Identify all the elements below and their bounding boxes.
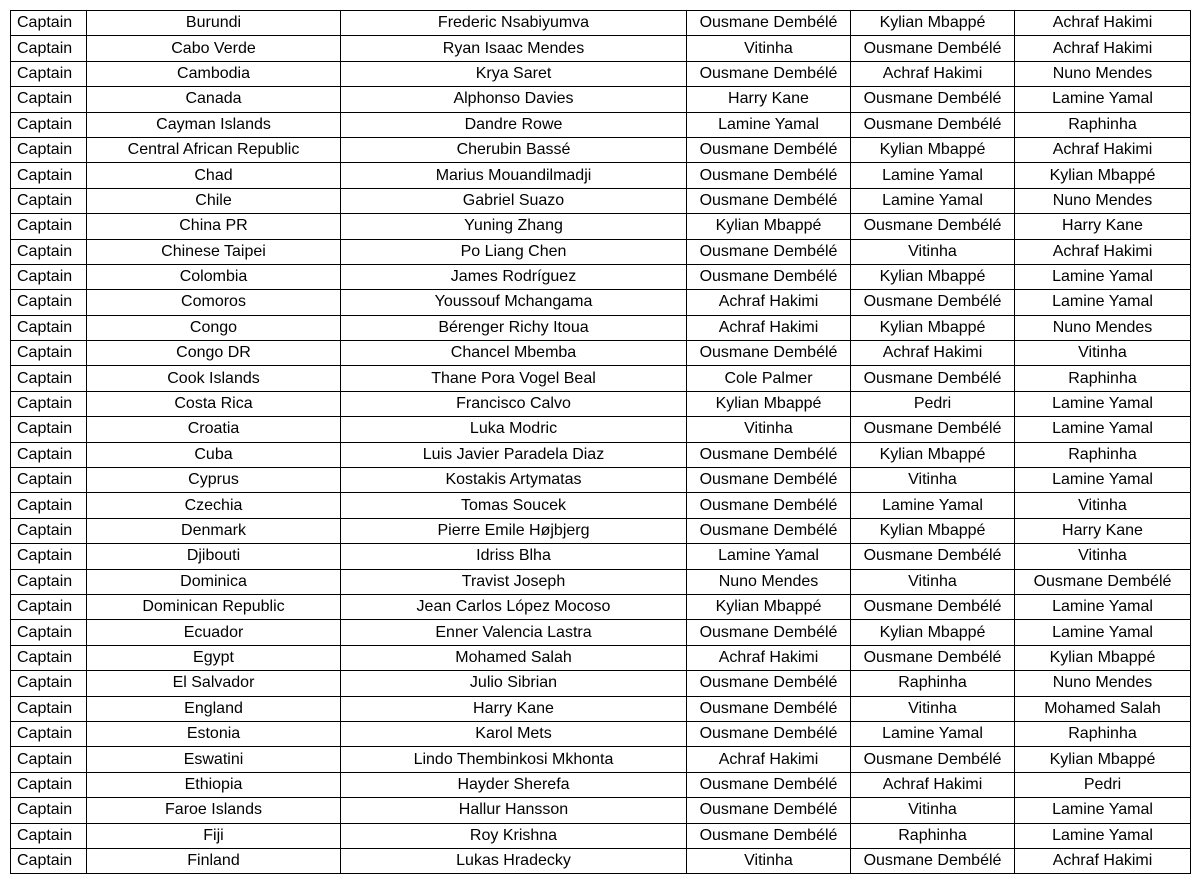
captain-cell: Gabriel Suazo xyxy=(341,188,687,213)
first-choice-cell: Ousmane Dembélé xyxy=(687,671,851,696)
table-row xyxy=(11,696,1191,721)
role-cell: Captain xyxy=(11,468,87,493)
table-row xyxy=(11,417,1191,442)
country-cell: Denmark xyxy=(87,518,341,543)
table-row xyxy=(11,798,1191,823)
role-cell: Captain xyxy=(11,61,87,86)
third-choice-cell: Lamine Yamal xyxy=(1015,87,1191,112)
first-choice-cell: Cole Palmer xyxy=(687,366,851,391)
role-cell: Captain xyxy=(11,36,87,61)
role-cell: Captain xyxy=(11,493,87,518)
third-choice-cell: Raphinha xyxy=(1015,442,1191,467)
first-choice-cell: Achraf Hakimi xyxy=(687,645,851,670)
third-choice-cell: Lamine Yamal xyxy=(1015,594,1191,619)
role-cell: Captain xyxy=(11,214,87,239)
captain-cell: Roy Krishna xyxy=(341,823,687,848)
first-choice-cell: Ousmane Dembélé xyxy=(687,468,851,493)
role-cell: Captain xyxy=(11,569,87,594)
country-cell: Egypt xyxy=(87,645,341,670)
role-cell: Captain xyxy=(11,747,87,772)
third-choice-cell: Achraf Hakimi xyxy=(1015,137,1191,162)
captain-cell: Luis Javier Paradela Diaz xyxy=(341,442,687,467)
country-cell: El Salvador xyxy=(87,671,341,696)
third-choice-cell: Raphinha xyxy=(1015,112,1191,137)
first-choice-cell: Ousmane Dembélé xyxy=(687,493,851,518)
second-choice-cell: Ousmane Dembélé xyxy=(851,290,1015,315)
third-choice-cell: Lamine Yamal xyxy=(1015,264,1191,289)
role-cell: Captain xyxy=(11,163,87,188)
first-choice-cell: Ousmane Dembélé xyxy=(687,264,851,289)
third-choice-cell: Ousmane Dembélé xyxy=(1015,569,1191,594)
captain-cell: Francisco Calvo xyxy=(341,391,687,416)
third-choice-cell: Lamine Yamal xyxy=(1015,468,1191,493)
table-row xyxy=(11,544,1191,569)
second-choice-cell: Pedri xyxy=(851,391,1015,416)
country-cell: Estonia xyxy=(87,721,341,746)
second-choice-cell: Kylian Mbappé xyxy=(851,442,1015,467)
role-cell: Captain xyxy=(11,11,87,36)
table-row xyxy=(11,163,1191,188)
first-choice-cell: Ousmane Dembélé xyxy=(687,163,851,188)
second-choice-cell: Raphinha xyxy=(851,671,1015,696)
third-choice-cell: Lamine Yamal xyxy=(1015,620,1191,645)
captain-cell: Yuning Zhang xyxy=(341,214,687,239)
second-choice-cell: Vitinha xyxy=(851,468,1015,493)
table-row xyxy=(11,594,1191,619)
table-row xyxy=(11,391,1191,416)
country-cell: Faroe Islands xyxy=(87,798,341,823)
country-cell: Finland xyxy=(87,848,341,873)
table-row xyxy=(11,468,1191,493)
country-cell: Dominica xyxy=(87,569,341,594)
second-choice-cell: Ousmane Dembélé xyxy=(851,848,1015,873)
captain-cell: Marius Mouandilmadji xyxy=(341,163,687,188)
second-choice-cell: Achraf Hakimi xyxy=(851,61,1015,86)
country-cell: Chad xyxy=(87,163,341,188)
captain-cell: Thane Pora Vogel Beal xyxy=(341,366,687,391)
table-row xyxy=(11,721,1191,746)
country-cell: Cyprus xyxy=(87,468,341,493)
table-row xyxy=(11,518,1191,543)
country-cell: Dominican Republic xyxy=(87,594,341,619)
third-choice-cell: Raphinha xyxy=(1015,721,1191,746)
table-row xyxy=(11,442,1191,467)
second-choice-cell: Ousmane Dembélé xyxy=(851,214,1015,239)
country-cell: Costa Rica xyxy=(87,391,341,416)
captain-cell: Bérenger Richy Itoua xyxy=(341,315,687,340)
table-row xyxy=(11,772,1191,797)
first-choice-cell: Ousmane Dembélé xyxy=(687,620,851,645)
table-row xyxy=(11,11,1191,36)
country-cell: Cook Islands xyxy=(87,366,341,391)
first-choice-cell: Vitinha xyxy=(687,848,851,873)
third-choice-cell: Lamine Yamal xyxy=(1015,798,1191,823)
third-choice-cell: Kylian Mbappé xyxy=(1015,645,1191,670)
table-row xyxy=(11,315,1191,340)
captain-cell: Mohamed Salah xyxy=(341,645,687,670)
captain-cell: Youssouf Mchangama xyxy=(341,290,687,315)
third-choice-cell: Nuno Mendes xyxy=(1015,315,1191,340)
table-row xyxy=(11,620,1191,645)
country-cell: Croatia xyxy=(87,417,341,442)
first-choice-cell: Achraf Hakimi xyxy=(687,290,851,315)
country-cell: Cayman Islands xyxy=(87,112,341,137)
third-choice-cell: Raphinha xyxy=(1015,366,1191,391)
second-choice-cell: Vitinha xyxy=(851,696,1015,721)
second-choice-cell: Lamine Yamal xyxy=(851,163,1015,188)
table-row xyxy=(11,569,1191,594)
country-cell: Canada xyxy=(87,87,341,112)
table-row xyxy=(11,645,1191,670)
third-choice-cell: Vitinha xyxy=(1015,544,1191,569)
country-cell: England xyxy=(87,696,341,721)
table-row xyxy=(11,671,1191,696)
country-cell: Comoros xyxy=(87,290,341,315)
table-row xyxy=(11,823,1191,848)
first-choice-cell: Ousmane Dembélé xyxy=(687,696,851,721)
captain-cell: Ryan Isaac Mendes xyxy=(341,36,687,61)
table-row xyxy=(11,137,1191,162)
table-row xyxy=(11,188,1191,213)
first-choice-cell: Kylian Mbappé xyxy=(687,594,851,619)
table-row xyxy=(11,61,1191,86)
captain-cell: Enner Valencia Lastra xyxy=(341,620,687,645)
second-choice-cell: Achraf Hakimi xyxy=(851,341,1015,366)
captain-cell: Hayder Sherefa xyxy=(341,772,687,797)
role-cell: Captain xyxy=(11,87,87,112)
captain-cell: Lindo Thembinkosi Mkhonta xyxy=(341,747,687,772)
first-choice-cell: Ousmane Dembélé xyxy=(687,341,851,366)
captain-cell: Chancel Mbemba xyxy=(341,341,687,366)
third-choice-cell: Harry Kane xyxy=(1015,518,1191,543)
third-choice-cell: Nuno Mendes xyxy=(1015,188,1191,213)
third-choice-cell: Achraf Hakimi xyxy=(1015,848,1191,873)
role-cell: Captain xyxy=(11,366,87,391)
first-choice-cell: Ousmane Dembélé xyxy=(687,721,851,746)
role-cell: Captain xyxy=(11,341,87,366)
table-row xyxy=(11,36,1191,61)
second-choice-cell: Kylian Mbappé xyxy=(851,11,1015,36)
captain-cell: Cherubin Bassé xyxy=(341,137,687,162)
third-choice-cell: Achraf Hakimi xyxy=(1015,11,1191,36)
captain-cell: Tomas Soucek xyxy=(341,493,687,518)
first-choice-cell: Vitinha xyxy=(687,36,851,61)
role-cell: Captain xyxy=(11,848,87,873)
role-cell: Captain xyxy=(11,137,87,162)
role-cell: Captain xyxy=(11,264,87,289)
role-cell: Captain xyxy=(11,798,87,823)
captain-cell: Travist Joseph xyxy=(341,569,687,594)
second-choice-cell: Kylian Mbappé xyxy=(851,264,1015,289)
country-cell: Cuba xyxy=(87,442,341,467)
captain-cell: Harry Kane xyxy=(341,696,687,721)
role-cell: Captain xyxy=(11,620,87,645)
first-choice-cell: Lamine Yamal xyxy=(687,112,851,137)
table-row xyxy=(11,366,1191,391)
first-choice-cell: Ousmane Dembélé xyxy=(687,518,851,543)
first-choice-cell: Ousmane Dembélé xyxy=(687,188,851,213)
third-choice-cell: Pedri xyxy=(1015,772,1191,797)
second-choice-cell: Ousmane Dembélé xyxy=(851,417,1015,442)
table-row xyxy=(11,493,1191,518)
second-choice-cell: Ousmane Dembélé xyxy=(851,112,1015,137)
table-row xyxy=(11,290,1191,315)
second-choice-cell: Raphinha xyxy=(851,823,1015,848)
role-cell: Captain xyxy=(11,772,87,797)
second-choice-cell: Ousmane Dembélé xyxy=(851,594,1015,619)
country-cell: Cambodia xyxy=(87,61,341,86)
second-choice-cell: Vitinha xyxy=(851,239,1015,264)
second-choice-cell: Vitinha xyxy=(851,798,1015,823)
country-cell: Burundi xyxy=(87,11,341,36)
table-row xyxy=(11,848,1191,873)
captain-cell: Frederic Nsabiyumva xyxy=(341,11,687,36)
table-row xyxy=(11,214,1191,239)
role-cell: Captain xyxy=(11,188,87,213)
country-cell: Eswatini xyxy=(87,747,341,772)
country-cell: Czechia xyxy=(87,493,341,518)
first-choice-cell: Lamine Yamal xyxy=(687,544,851,569)
table-row xyxy=(11,239,1191,264)
second-choice-cell: Ousmane Dembélé xyxy=(851,36,1015,61)
captain-cell: Krya Saret xyxy=(341,61,687,86)
third-choice-cell: Lamine Yamal xyxy=(1015,391,1191,416)
second-choice-cell: Ousmane Dembélé xyxy=(851,544,1015,569)
second-choice-cell: Kylian Mbappé xyxy=(851,137,1015,162)
role-cell: Captain xyxy=(11,518,87,543)
captain-cell: Julio Sibrian xyxy=(341,671,687,696)
captain-cell: Luka Modric xyxy=(341,417,687,442)
captain-cell: Jean Carlos López Mocoso xyxy=(341,594,687,619)
captain-cell: Idriss Blha xyxy=(341,544,687,569)
second-choice-cell: Ousmane Dembélé xyxy=(851,366,1015,391)
role-cell: Captain xyxy=(11,290,87,315)
second-choice-cell: Ousmane Dembélé xyxy=(851,645,1015,670)
country-cell: Fiji xyxy=(87,823,341,848)
third-choice-cell: Vitinha xyxy=(1015,493,1191,518)
role-cell: Captain xyxy=(11,239,87,264)
second-choice-cell: Lamine Yamal xyxy=(851,188,1015,213)
country-cell: Chinese Taipei xyxy=(87,239,341,264)
role-cell: Captain xyxy=(11,391,87,416)
third-choice-cell: Vitinha xyxy=(1015,341,1191,366)
first-choice-cell: Kylian Mbappé xyxy=(687,214,851,239)
second-choice-cell: Kylian Mbappé xyxy=(851,620,1015,645)
country-cell: Ethiopia xyxy=(87,772,341,797)
first-choice-cell: Harry Kane xyxy=(687,87,851,112)
first-choice-cell: Achraf Hakimi xyxy=(687,315,851,340)
country-cell: China PR xyxy=(87,214,341,239)
captain-cell: Dandre Rowe xyxy=(341,112,687,137)
first-choice-cell: Ousmane Dembélé xyxy=(687,823,851,848)
first-choice-cell: Nuno Mendes xyxy=(687,569,851,594)
first-choice-cell: Achraf Hakimi xyxy=(687,747,851,772)
country-cell: Cabo Verde xyxy=(87,36,341,61)
third-choice-cell: Kylian Mbappé xyxy=(1015,163,1191,188)
role-cell: Captain xyxy=(11,112,87,137)
table-row xyxy=(11,747,1191,772)
table-body xyxy=(11,11,1191,874)
first-choice-cell: Ousmane Dembélé xyxy=(687,61,851,86)
first-choice-cell: Ousmane Dembélé xyxy=(687,137,851,162)
table-row xyxy=(11,264,1191,289)
third-choice-cell: Nuno Mendes xyxy=(1015,61,1191,86)
first-choice-cell: Kylian Mbappé xyxy=(687,391,851,416)
third-choice-cell: Nuno Mendes xyxy=(1015,671,1191,696)
second-choice-cell: Lamine Yamal xyxy=(851,721,1015,746)
third-choice-cell: Mohamed Salah xyxy=(1015,696,1191,721)
first-choice-cell: Ousmane Dembélé xyxy=(687,239,851,264)
role-cell: Captain xyxy=(11,442,87,467)
role-cell: Captain xyxy=(11,823,87,848)
table-row xyxy=(11,341,1191,366)
third-choice-cell: Harry Kane xyxy=(1015,214,1191,239)
role-cell: Captain xyxy=(11,315,87,340)
third-choice-cell: Lamine Yamal xyxy=(1015,417,1191,442)
third-choice-cell: Achraf Hakimi xyxy=(1015,239,1191,264)
captain-cell: Lukas Hradecky xyxy=(341,848,687,873)
second-choice-cell: Vitinha xyxy=(851,569,1015,594)
first-choice-cell: Vitinha xyxy=(687,417,851,442)
first-choice-cell: Ousmane Dembélé xyxy=(687,442,851,467)
captain-cell: Hallur Hansson xyxy=(341,798,687,823)
country-cell: Central African Republic xyxy=(87,137,341,162)
captain-cell: James Rodríguez xyxy=(341,264,687,289)
role-cell: Captain xyxy=(11,544,87,569)
second-choice-cell: Ousmane Dembélé xyxy=(851,747,1015,772)
role-cell: Captain xyxy=(11,594,87,619)
role-cell: Captain xyxy=(11,721,87,746)
role-cell: Captain xyxy=(11,645,87,670)
second-choice-cell: Lamine Yamal xyxy=(851,493,1015,518)
first-choice-cell: Ousmane Dembélé xyxy=(687,772,851,797)
second-choice-cell: Ousmane Dembélé xyxy=(851,87,1015,112)
second-choice-cell: Kylian Mbappé xyxy=(851,315,1015,340)
country-cell: Djibouti xyxy=(87,544,341,569)
role-cell: Captain xyxy=(11,696,87,721)
captain-cell: Pierre Emile Højbjerg xyxy=(341,518,687,543)
country-cell: Ecuador xyxy=(87,620,341,645)
first-choice-cell: Ousmane Dembélé xyxy=(687,798,851,823)
first-choice-cell: Ousmane Dembélé xyxy=(687,11,851,36)
captain-cell: Po Liang Chen xyxy=(341,239,687,264)
role-cell: Captain xyxy=(11,671,87,696)
captain-cell: Alphonso Davies xyxy=(341,87,687,112)
country-cell: Congo xyxy=(87,315,341,340)
third-choice-cell: Achraf Hakimi xyxy=(1015,36,1191,61)
country-cell: Chile xyxy=(87,188,341,213)
country-cell: Colombia xyxy=(87,264,341,289)
captain-cell: Karol Mets xyxy=(341,721,687,746)
second-choice-cell: Kylian Mbappé xyxy=(851,518,1015,543)
third-choice-cell: Lamine Yamal xyxy=(1015,290,1191,315)
captain-cell: Kostakis Artymatas xyxy=(341,468,687,493)
captain-votes-table xyxy=(10,10,1191,874)
second-choice-cell: Achraf Hakimi xyxy=(851,772,1015,797)
third-choice-cell: Kylian Mbappé xyxy=(1015,747,1191,772)
table-row xyxy=(11,87,1191,112)
country-cell: Congo DR xyxy=(87,341,341,366)
role-cell: Captain xyxy=(11,417,87,442)
table-row xyxy=(11,112,1191,137)
third-choice-cell: Lamine Yamal xyxy=(1015,823,1191,848)
